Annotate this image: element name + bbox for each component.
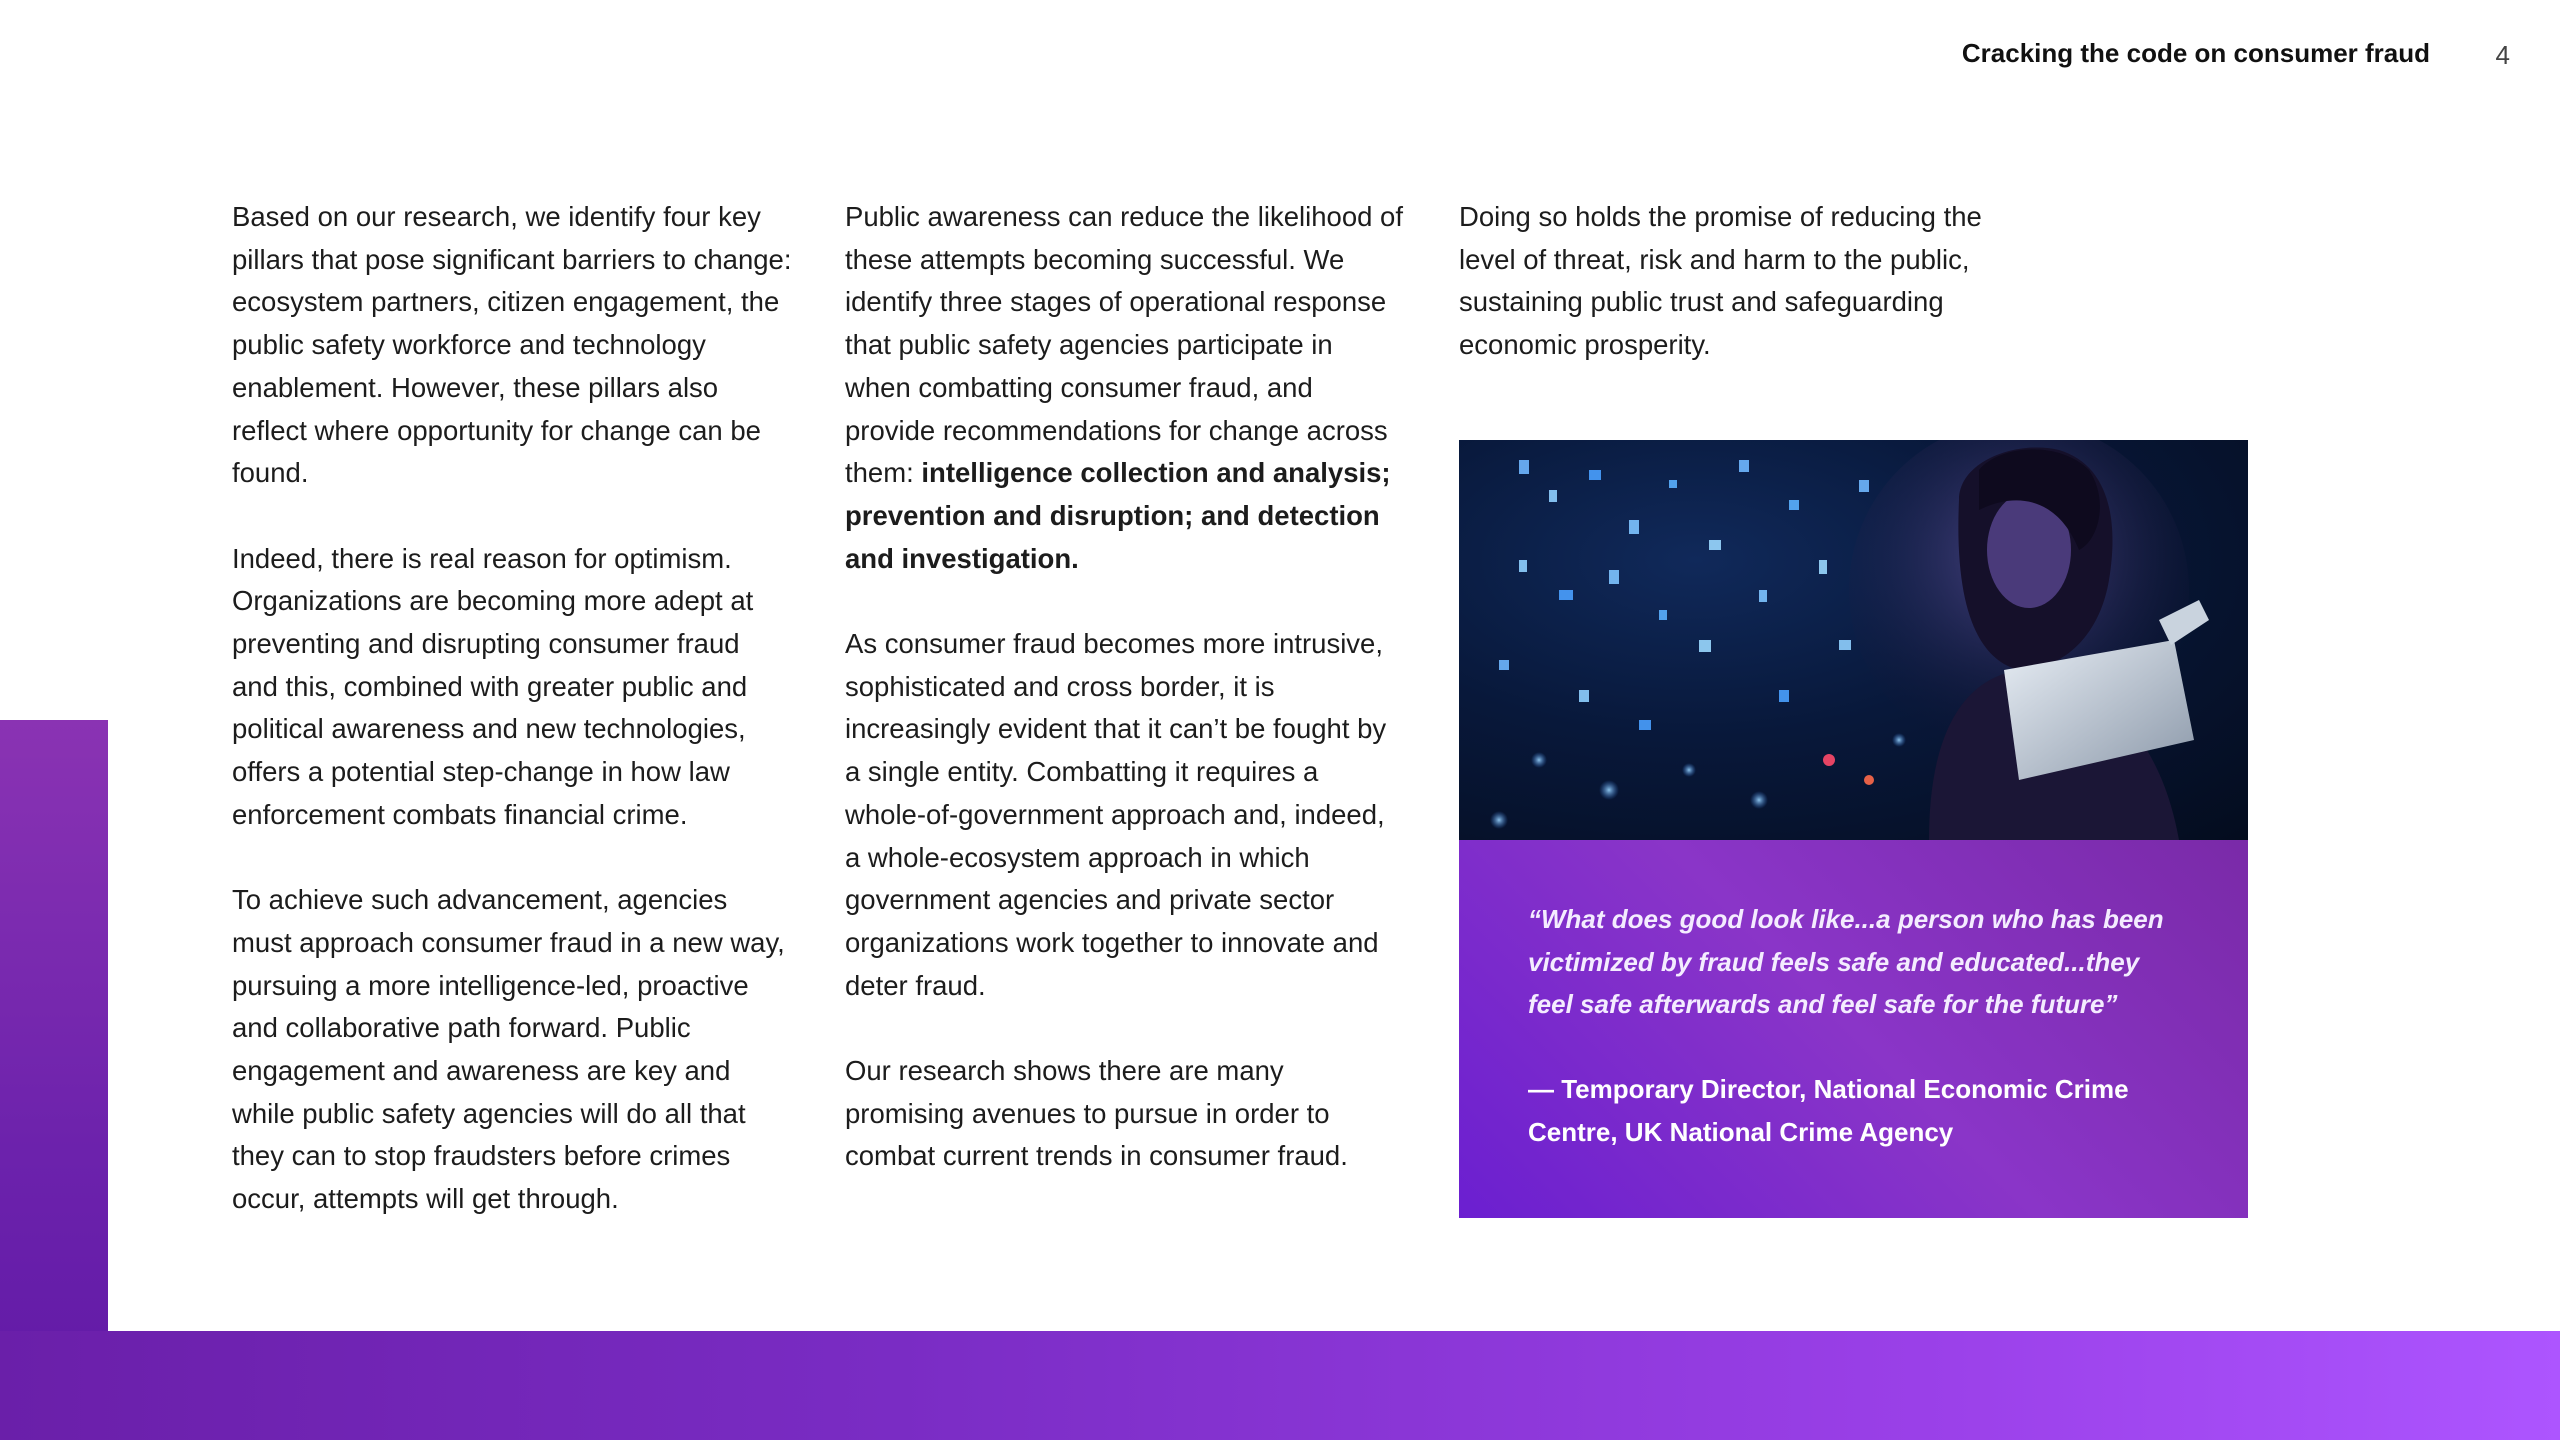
city-lights [1490,460,1906,829]
decorative-band-bottom [0,1331,2560,1440]
text-column-1 [232,196,792,1264]
paragraph-text: Public awareness can reduce the likelihood of these attempts becoming successful. We identify three stages of operational response that public safety agencies participate in when combatting consumer fraud, and provide recommendations for change across them: [845,201,1403,489]
text-column-3 [1459,196,2019,410]
paragraph: To achieve such advancement, agencies must approach consumer fraud in a new way, pursuing a more intelligence-led, proactive and collaborative path forward. Public engagement and awareness are key and while public safety agencies will do all that they can to stop fraudsters before crimes occur, attempts will get through. [232,884,785,1215]
paragraph: As consumer fraud becomes more intrusive, sophisticated and cross border, it is increasingly evident that it can’t be fought by a single entity. Combatting it requires a whole-of-government approach and, indeed, a whole-ecosystem approach in which government agencies and private sector organizations work together to innovate and deter fraud. [845,628,1387,1001]
quote-text: “What does good look like...a person who has been victimized by fraud feels safe and educated...they feel safe afterwards and feel safe for the future” [1528,904,2164,1020]
woman-with-tablet-photo [1459,440,2248,840]
operational-stages-highlight: intelligence collection and analysis; prevention and disruption; and detection and investigation. [845,457,1391,574]
page-number: 4 [2495,40,2510,70]
text-column-2 [845,196,1405,1221]
document-header-title: Cracking the code on consumer fraud [1961,38,2430,68]
paragraph: Our research shows there are many promising avenues to pursue in order to combat current trends in consumer fraud. [845,1055,1348,1172]
quote-attribution: — Temporary Director, National Economic Crime Centre, UK National Crime Agency [1528,1074,2129,1147]
paragraph: Indeed, there is real reason for optimism. Organizations are becoming more adept at preventing and disrupting consumer fraud and this, combined with greater public and political awareness and new technologies, offers a potential step-change in how law enforcement combats financial crime. [232,542,754,830]
quote-box [1459,840,2248,1218]
city-night-illustration [1459,440,2248,840]
paragraph: Based on our research, we identify four key pillars that pose significant barriers to change: ecosystem partners, citizen engagement, the public safety workforce and technology enablement. However, these pillars also reflect where opportunity for change can be found. [232,201,792,489]
paragraph [845,196,1405,580]
paragraph: Doing so holds the promise of reducing the level of threat, risk and harm to the public, sustaining public trust and safeguarding economic prosperity. [1459,201,1982,361]
